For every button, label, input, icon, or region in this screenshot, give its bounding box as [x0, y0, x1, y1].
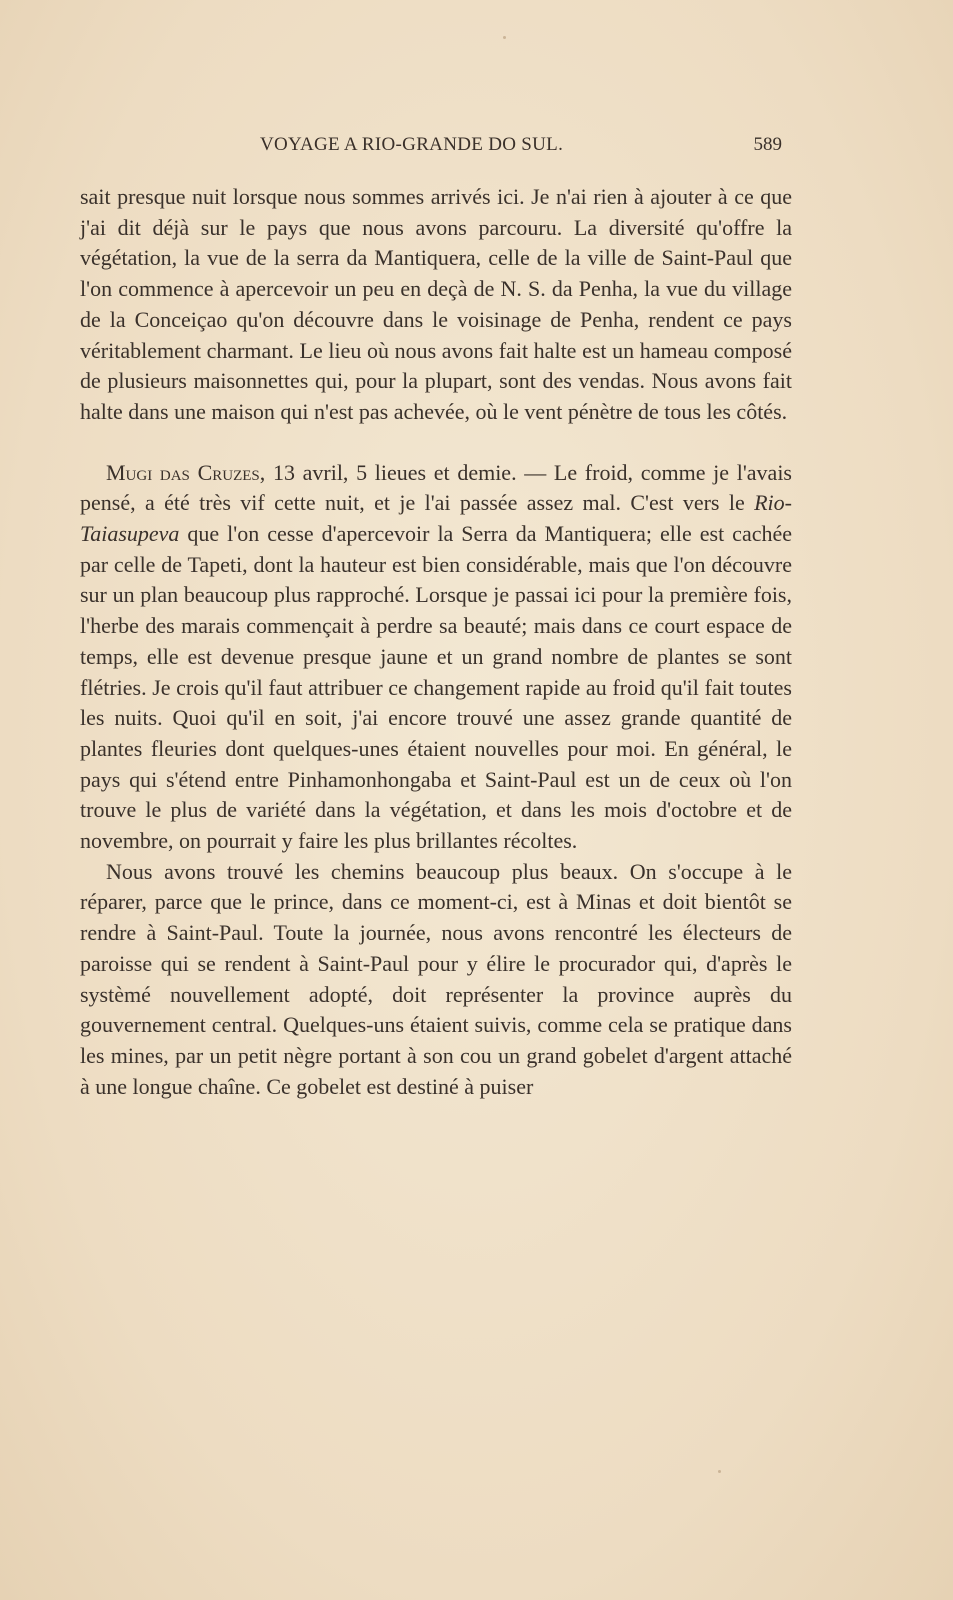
river-name: Rio-Taiasupeva: [80, 490, 792, 547]
body-text: [80, 182, 792, 1102]
paragraph-3: Nous avons trouvé les chemins beaucoup plus beaux. On s'occupe à le réparer, parce que le prince, dans ce moment-ci, est à Minas et doit bientôt se rendre à Saint-Paul. Toute la journée, nous avons rencontré les électeurs de paroisse qui se rendent à Saint-Paul pour y élire le procurador qui, d'après le systèmé nouvellement adopté, doit représenter la province auprès du gouvernement central. Quelques-uns étaient suivis, comme cela se pratique dans les mines, par un petit nègre portant à son cou un grand gobelet d'argent attaché à une longue chaîne. Ce gobelet est destiné à puiser: [80, 858, 792, 1099]
place-name: Mugi das Cruzes,: [106, 459, 266, 485]
page-header: [80, 134, 792, 164]
page-number: 589: [753, 134, 782, 155]
paragraph-1: sait presque nuit lorsque nous sommes arrivés ici. Je n'ai rien à ajouter à ce que j'ai dit déjà sur le pays que nous avons parcouru. La diversité qu'offre la végétation, la vue de la serra da Mantiquera, celle de la ville de Saint-Paul que l'on commence à apercevoir un peu en deçà de N. S. da Penha, la vue du village de la Conceiçao qu'on découvre dans le voisinage de Penha, rendent ce pays véritablement charmant. Le lieu où nous avons fait halte est un hameau composé de plusieurs maisonnettes qui, pour la plupart, sont des vendas. Nous avons fait halte dans une maison qui n'est pas achevée, où le vent pénètre de tous les côtés.: [80, 184, 792, 424]
paper-speck: [718, 1470, 721, 1473]
paragraph-2: [80, 458, 792, 857]
paragraph-2-text-b: que l'on cesse d'apercevoir la Serra da Mantiquera; elle est cachée par celle de Tapeti, dont la hauteur est bien considérable, mais que l'on découvre sur un plan beaucoup plus rapproché. Lorsque je passai ici pour la première fois, l'herbe des marais commençait à perdre sa beauté; mais dans ce court espace de temps, elle est devenue presque jaune et un grand nombre de plantes se sont flétries. Je crois qu'il faut attribuer ce changement rapide au froid qu'il fait toutes les nuits. Quoi qu'il en soit, j'ai encore trouvé une assez grande quantité de plantes fleuries dont quelques-unes étaient nouvelles pour moi. En général, le pays qui s'étend entre Pinhamonhongaba et Saint-Paul est un de ceux où l'on trouve le plus de variété dans la végétation, et dans les mois d'octobre et de novembre, on pourrait y faire les plus brillantes récoltes.: [80, 521, 792, 854]
paragraph-2-text-a: 13 avril, 5 lieues et demie. — Le froid, comme je l'avais pensé, a été très vif cette nuit, et je l'ai passée assez mal. C'est vers le: [80, 459, 792, 516]
running-head: VOYAGE A RIO-GRANDE DO SUL.: [260, 134, 564, 155]
paper-speck: [503, 36, 506, 39]
